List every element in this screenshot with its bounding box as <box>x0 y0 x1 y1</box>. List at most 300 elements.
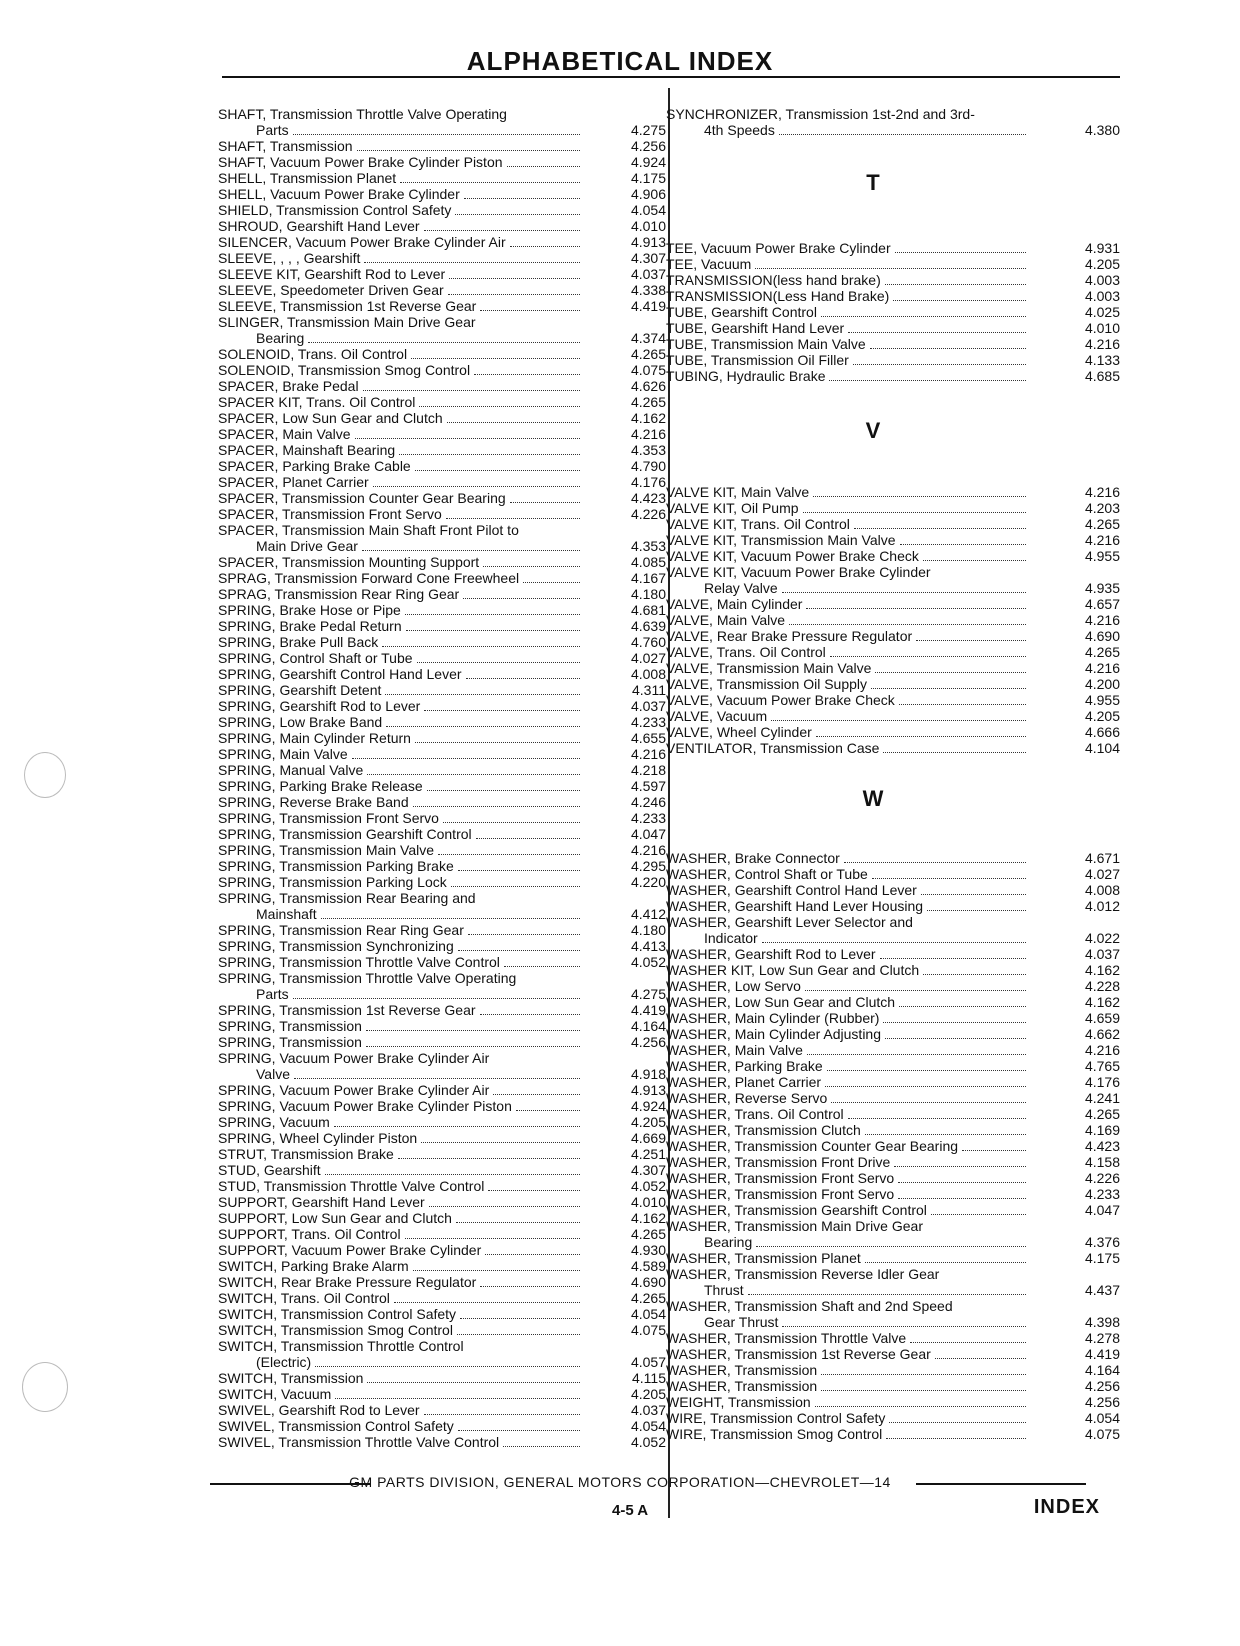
index-entry-body <box>666 1138 1030 1154</box>
entry-label: SPACER, Parking Brake Cable <box>218 458 411 474</box>
dot-leader <box>935 1358 1026 1359</box>
entry-line <box>218 138 584 154</box>
index-entry-body <box>666 1186 1030 1202</box>
entry-line <box>218 1034 584 1050</box>
page-reference: 4.935 <box>1084 580 1120 596</box>
entry-line <box>218 154 584 170</box>
index-entry <box>218 634 666 650</box>
index-entry-body <box>218 250 584 266</box>
page-reference: 4.054 <box>630 1306 666 1322</box>
dot-leader <box>480 310 580 311</box>
dot-leader <box>419 406 580 407</box>
index-entry <box>666 1074 1120 1090</box>
index-entry-body <box>666 1026 1030 1042</box>
entry-line <box>218 426 584 442</box>
index-entry <box>218 426 666 442</box>
index-entry <box>666 1186 1120 1202</box>
index-entry-body <box>666 676 1030 692</box>
entry-label: SPRING, Control Shaft or Tube <box>218 650 413 666</box>
entry-continuation <box>666 122 1030 138</box>
page-reference: 4.338 <box>630 282 666 298</box>
entry-line <box>218 1194 584 1210</box>
dot-leader <box>830 656 1026 657</box>
index-entry <box>218 378 666 394</box>
entry-line <box>218 218 584 234</box>
index-entry-body <box>666 500 1030 516</box>
index-entry <box>218 234 666 250</box>
entry-label: VALVE, Wheel Cylinder <box>666 724 812 740</box>
entry-label: SWITCH, Rear Brake Pressure Regulator <box>218 1274 477 1290</box>
page-reference: 4.256 <box>630 138 666 154</box>
entry-line <box>218 394 584 410</box>
index-entry-body <box>666 1410 1030 1426</box>
entry-label: SLINGER, Transmission Main Drive Gear <box>218 314 476 330</box>
entry-continuation <box>666 1234 1030 1250</box>
entry-continuation <box>218 906 584 922</box>
entry-line <box>666 866 1030 882</box>
dot-leader <box>405 1238 580 1239</box>
entry-continuation <box>666 1314 1030 1330</box>
entry-label: SPRING, Transmission Parking Brake <box>218 858 454 874</box>
entry-label: SOLENOID, Transmission Smog Control <box>218 362 471 378</box>
dot-leader <box>293 134 580 135</box>
entry-label: WASHER, Transmission Shaft and 2nd Speed <box>666 1298 953 1314</box>
index-entry <box>218 522 666 554</box>
entry-label: VALVE, Vacuum Power Brake Check <box>666 692 895 708</box>
index-entry-body <box>666 1330 1030 1346</box>
dot-leader <box>334 1126 580 1127</box>
index-entry-body <box>218 1098 584 1114</box>
dot-leader <box>483 566 580 567</box>
index-entry <box>218 1418 666 1434</box>
index-entry <box>666 516 1120 532</box>
entry-line <box>666 708 1030 724</box>
entry-label: SPACER, Transmission Counter Gear Bearing <box>218 490 506 506</box>
dot-leader <box>821 1390 1026 1391</box>
dot-leader <box>474 374 580 375</box>
page-reference: 4.104 <box>1084 740 1120 756</box>
index-entry <box>218 394 666 410</box>
entry-label: WASHER, Transmission Gearshift Control <box>666 1202 927 1218</box>
entry-line <box>666 368 1030 384</box>
index-entry <box>666 1026 1120 1042</box>
entry-label: SPRING, Transmission Throttle Valve Operating <box>218 970 517 986</box>
index-entry-body <box>666 516 1030 532</box>
index-entry <box>218 1210 666 1226</box>
dot-leader <box>363 390 580 391</box>
entry-line <box>666 994 1030 1010</box>
entry-label: SPRING, Transmission <box>218 1018 362 1034</box>
entry-continuation-text: Thrust <box>704 1282 744 1298</box>
dot-leader <box>962 1150 1026 1151</box>
index-entry <box>666 106 1120 138</box>
index-entry <box>218 1226 666 1242</box>
entry-label: VALVE, Main Valve <box>666 612 786 628</box>
dot-leader <box>294 1078 580 1079</box>
index-entry <box>218 490 666 506</box>
page-reference: 4.295 <box>630 858 666 874</box>
page-reference: 4.162 <box>1084 962 1120 978</box>
dot-leader <box>779 134 1026 135</box>
entry-line <box>218 554 584 570</box>
entry-continuation <box>218 1354 584 1370</box>
page-reference: 4.047 <box>630 826 666 842</box>
page-reference: 4.216 <box>1084 660 1120 676</box>
entry-line <box>666 304 1030 320</box>
index-entry-body <box>218 890 584 922</box>
entry-line <box>666 1202 1030 1218</box>
index-entry-body <box>218 314 584 346</box>
index-entry <box>666 368 1120 384</box>
page-reference: 4.423 <box>1084 1138 1120 1154</box>
entry-line <box>666 1090 1030 1106</box>
dot-leader <box>367 774 580 775</box>
page-reference: 4.216 <box>1084 484 1120 500</box>
entry-line <box>218 506 584 522</box>
index-entry <box>218 922 666 938</box>
index-entry <box>666 914 1120 946</box>
dot-leader <box>782 592 1026 593</box>
page-reference: 4.037 <box>630 1402 666 1418</box>
entry-label: SPRING, Main Valve <box>218 746 348 762</box>
index-entry-body <box>666 914 1030 946</box>
index-entry-body <box>666 1266 1030 1298</box>
entry-line <box>218 1434 584 1450</box>
entry-line <box>666 256 1030 272</box>
dot-leader <box>398 1158 580 1159</box>
index-entry <box>218 474 666 490</box>
entry-label: SPRING, Wheel Cylinder Piston <box>218 1130 418 1146</box>
entry-label: SHIELD, Transmission Control Safety <box>218 202 452 218</box>
entry-line <box>218 1242 584 1258</box>
entry-continuation-text: 4th Speeds <box>704 122 775 138</box>
page-reference: 4.760 <box>630 634 666 650</box>
page-reference: 4.008 <box>630 666 666 682</box>
entry-line <box>666 660 1030 676</box>
page-reference: 4.162 <box>630 410 666 426</box>
entry-label: STUD, Transmission Throttle Valve Control <box>218 1178 485 1194</box>
page-reference: 4.010 <box>630 218 666 234</box>
page-reference: 4.226 <box>630 506 666 522</box>
page-reference: 4.918 <box>630 1066 666 1082</box>
dot-leader <box>885 1038 1026 1039</box>
entry-label: WASHER, Reverse Servo <box>666 1090 828 1106</box>
dot-leader <box>427 790 580 791</box>
entry-label: WASHER, Main Valve <box>666 1042 803 1058</box>
index-entry-body <box>218 1274 584 1290</box>
entry-label: SPACER, Planet Carrier <box>218 474 369 490</box>
index-entry-body <box>218 1082 584 1098</box>
index-entry-body <box>218 1210 584 1226</box>
dot-leader <box>821 316 1026 317</box>
entry-label: TEE, Vacuum <box>666 256 752 272</box>
entry-label: SPRING, Parking Brake Release <box>218 778 423 794</box>
entry-line <box>666 336 1030 352</box>
page-reference: 4.205 <box>1084 256 1120 272</box>
dot-leader <box>448 294 580 295</box>
index-entry <box>666 596 1120 612</box>
index-entry-body <box>218 1178 584 1194</box>
index-entry-body <box>218 922 584 938</box>
index-entry <box>666 1042 1120 1058</box>
entry-line <box>666 1346 1030 1362</box>
index-entry-body <box>666 1250 1030 1266</box>
index-section-label: INDEX <box>1033 1496 1100 1518</box>
dot-leader <box>510 246 580 247</box>
entry-label: SLEEVE, , , , Gearshift <box>218 250 361 266</box>
entry-label: SHAFT, Transmission Throttle Valve Operating <box>218 106 507 122</box>
dot-leader <box>424 1414 580 1415</box>
dot-leader <box>373 486 580 487</box>
entry-label: TRANSMISSION(Less Hand Brake) <box>666 288 890 304</box>
index-entry-body <box>218 282 584 298</box>
dot-leader <box>523 582 580 583</box>
page-reference: 4.075 <box>1084 1426 1120 1442</box>
entry-label: SPRING, Transmission Rear Ring Gear <box>218 922 464 938</box>
dot-leader <box>293 998 580 999</box>
entry-line <box>218 266 584 282</box>
entry-line <box>218 1226 584 1242</box>
dot-leader <box>367 1382 580 1383</box>
dot-leader <box>923 974 1026 975</box>
index-entry-body <box>218 378 584 394</box>
entry-line <box>666 1362 1030 1378</box>
page-reference: 4.256 <box>630 1034 666 1050</box>
entry-label: WASHER, Transmission Front Servo <box>666 1170 895 1186</box>
page-reference: 4.265 <box>630 346 666 362</box>
index-entry-body <box>218 730 584 746</box>
entry-line <box>666 1074 1030 1090</box>
index-entry-body <box>218 1306 584 1322</box>
entry-label: VALVE KIT, Transmission Main Valve <box>666 532 896 548</box>
title-rule <box>222 76 1120 78</box>
entry-label: SUPPORT, Low Sun Gear and Clutch <box>218 1210 452 1226</box>
dot-leader <box>921 894 1026 895</box>
entry-continuation-text: (Electric) <box>256 1354 312 1370</box>
entry-label: WEIGHT, Transmission <box>666 1394 811 1410</box>
entry-label: SPRING, Transmission <box>218 1034 362 1050</box>
dot-leader <box>871 688 1026 689</box>
dot-leader <box>382 646 580 647</box>
page-reference: 4.180 <box>630 922 666 938</box>
index-entry-body <box>666 1362 1030 1378</box>
entry-label: WASHER, Transmission Counter Gear Bearing <box>666 1138 959 1154</box>
entry-line <box>666 1122 1030 1138</box>
index-entry <box>666 866 1120 882</box>
index-entry-body <box>218 426 584 442</box>
index-entry <box>666 272 1120 288</box>
right-index-column <box>666 106 1120 1442</box>
dot-leader <box>755 268 1026 269</box>
entry-line <box>218 586 584 602</box>
page-reference: 4.419 <box>1084 1346 1120 1362</box>
dot-leader <box>916 640 1026 641</box>
index-entry-body <box>666 962 1030 978</box>
entry-line <box>218 186 584 202</box>
page-reference: 4.180 <box>630 586 666 602</box>
index-entry <box>666 1426 1120 1442</box>
index-entry <box>218 1114 666 1130</box>
page-reference: 4.047 <box>1084 1202 1120 1218</box>
entry-label: SUPPORT, Gearshift Hand Lever <box>218 1194 425 1210</box>
dot-leader <box>821 1374 1026 1375</box>
index-entry-body <box>218 506 584 522</box>
entry-label: SPRAG, Transmission Forward Cone Freewheel <box>218 570 520 586</box>
index-entry-body <box>218 1434 584 1450</box>
dot-leader <box>844 862 1026 863</box>
page-reference: 4.307 <box>630 1162 666 1178</box>
page-reference: 4.027 <box>1084 866 1120 882</box>
dot-leader <box>485 1254 580 1255</box>
index-entry <box>218 1146 666 1162</box>
entry-line <box>218 1418 584 1434</box>
index-entry <box>218 1258 666 1274</box>
dot-leader <box>885 284 1026 285</box>
index-entry <box>218 698 666 714</box>
entry-line <box>666 1170 1030 1186</box>
entry-line <box>218 714 584 730</box>
index-entry-body <box>666 978 1030 994</box>
entry-label: TUBE, Transmission Oil Filler <box>666 352 849 368</box>
binder-hole-mark <box>24 752 66 798</box>
entry-line <box>666 1106 1030 1122</box>
entry-label: SPRING, Low Brake Band <box>218 714 383 730</box>
page-reference: 4.437 <box>1084 1282 1120 1298</box>
entry-line <box>218 650 584 666</box>
index-entry-body <box>218 1146 584 1162</box>
dot-leader <box>771 720 1026 721</box>
binder-hole-mark <box>22 1362 68 1412</box>
index-entry-body <box>666 708 1030 724</box>
index-entry <box>218 874 666 890</box>
index-entry <box>218 890 666 922</box>
dot-leader <box>789 624 1026 625</box>
dot-leader <box>806 608 1026 609</box>
dot-leader <box>889 1422 1026 1423</box>
index-entry <box>666 1170 1120 1186</box>
index-entry <box>218 970 666 1002</box>
dot-leader <box>321 918 580 919</box>
entry-label: VALVE KIT, Vacuum Power Brake Cylinder <box>666 564 931 580</box>
entry-label: SLEEVE KIT, Gearshift Rod to Lever <box>218 266 446 282</box>
entry-line <box>218 410 584 426</box>
index-entry <box>218 506 666 522</box>
page-reference: 4.216 <box>1084 612 1120 628</box>
dot-leader <box>394 1302 580 1303</box>
index-entry-body <box>218 1386 584 1402</box>
dot-leader <box>805 990 1026 991</box>
dot-leader <box>898 1198 1026 1199</box>
dot-leader <box>504 966 580 967</box>
dot-leader <box>315 1366 580 1367</box>
entry-label: VALVE, Main Cylinder <box>666 596 803 612</box>
dot-leader <box>451 886 580 887</box>
entry-line <box>666 1058 1030 1074</box>
index-entry <box>666 1090 1120 1106</box>
entry-label: WASHER, Control Shaft or Tube <box>666 866 868 882</box>
entry-line <box>218 1370 584 1386</box>
dot-leader <box>424 230 580 231</box>
entry-line <box>218 746 584 762</box>
index-entry <box>218 826 666 842</box>
page-reference: 4.930 <box>630 1242 666 1258</box>
entry-label: SILENCER, Vacuum Power Brake Cylinder Air <box>218 234 506 250</box>
entry-line <box>218 1386 584 1402</box>
index-entry-body <box>218 954 584 970</box>
entry-label: WASHER, Gearshift Lever Selector and <box>666 914 913 930</box>
entry-line <box>666 1250 1030 1266</box>
index-entry <box>218 1098 666 1114</box>
index-entry <box>218 1290 666 1306</box>
index-entry-body <box>666 1058 1030 1074</box>
entry-line <box>218 234 584 250</box>
entry-line <box>218 1290 584 1306</box>
index-entry-body <box>218 1242 584 1258</box>
index-entry-body <box>218 474 584 490</box>
entry-label: WASHER, Brake Connector <box>666 850 840 866</box>
entry-label: SWIVEL, Transmission Control Safety <box>218 1418 454 1434</box>
entry-line <box>218 954 584 970</box>
page-reference: 4.924 <box>630 1098 666 1114</box>
entry-line <box>218 698 584 714</box>
index-entry-body <box>218 1290 584 1306</box>
entry-label: WIRE, Transmission Control Safety <box>666 1410 886 1426</box>
index-entry-body <box>218 218 584 234</box>
index-entry <box>218 730 666 746</box>
entry-continuation-text: Parts <box>256 122 289 138</box>
page-reference: 4.412 <box>630 906 666 922</box>
index-entry <box>218 314 666 346</box>
entry-line <box>218 730 584 746</box>
index-entry <box>666 1410 1120 1426</box>
index-entry-body <box>218 858 584 874</box>
index-entry-body <box>666 882 1030 898</box>
page-reference: 4.075 <box>630 362 666 378</box>
page-reference: 4.685 <box>1084 368 1120 384</box>
index-entry <box>666 1218 1120 1250</box>
entry-label: SWITCH, Transmission Control Safety <box>218 1306 457 1322</box>
entry-line <box>666 1026 1030 1042</box>
dot-leader <box>455 214 580 215</box>
index-entry-body <box>666 740 1030 756</box>
dot-leader <box>325 1174 580 1175</box>
page-reference: 4.931 <box>1084 240 1120 256</box>
page-reference: 4.241 <box>1084 1090 1120 1106</box>
dot-leader <box>803 512 1026 513</box>
entry-label: SPRING, Vacuum Power Brake Cylinder Air <box>218 1082 490 1098</box>
entry-label: SPACER, Mainshaft Bearing <box>218 442 396 458</box>
index-entry-body <box>666 850 1030 866</box>
index-entry <box>218 1402 666 1418</box>
dot-leader <box>458 950 580 951</box>
index-entry-body <box>666 1042 1030 1058</box>
index-entry <box>666 1394 1120 1410</box>
index-entry-body <box>666 304 1030 320</box>
entry-label: WASHER, Gearshift Hand Lever Housing <box>666 898 924 914</box>
entry-line <box>218 922 584 938</box>
entry-line <box>218 778 584 794</box>
entry-label: SHELL, Vacuum Power Brake Cylinder <box>218 186 460 202</box>
entry-label: WASHER, Planet Carrier <box>666 1074 822 1090</box>
page-reference: 4.265 <box>630 1290 666 1306</box>
page-reference: 4.216 <box>630 426 666 442</box>
index-entry <box>218 1194 666 1210</box>
index-entry-body <box>666 628 1030 644</box>
page-reference: 4.376 <box>1084 1234 1120 1250</box>
index-entry <box>666 304 1120 320</box>
dot-leader <box>421 1142 580 1143</box>
entry-line <box>218 1210 584 1226</box>
